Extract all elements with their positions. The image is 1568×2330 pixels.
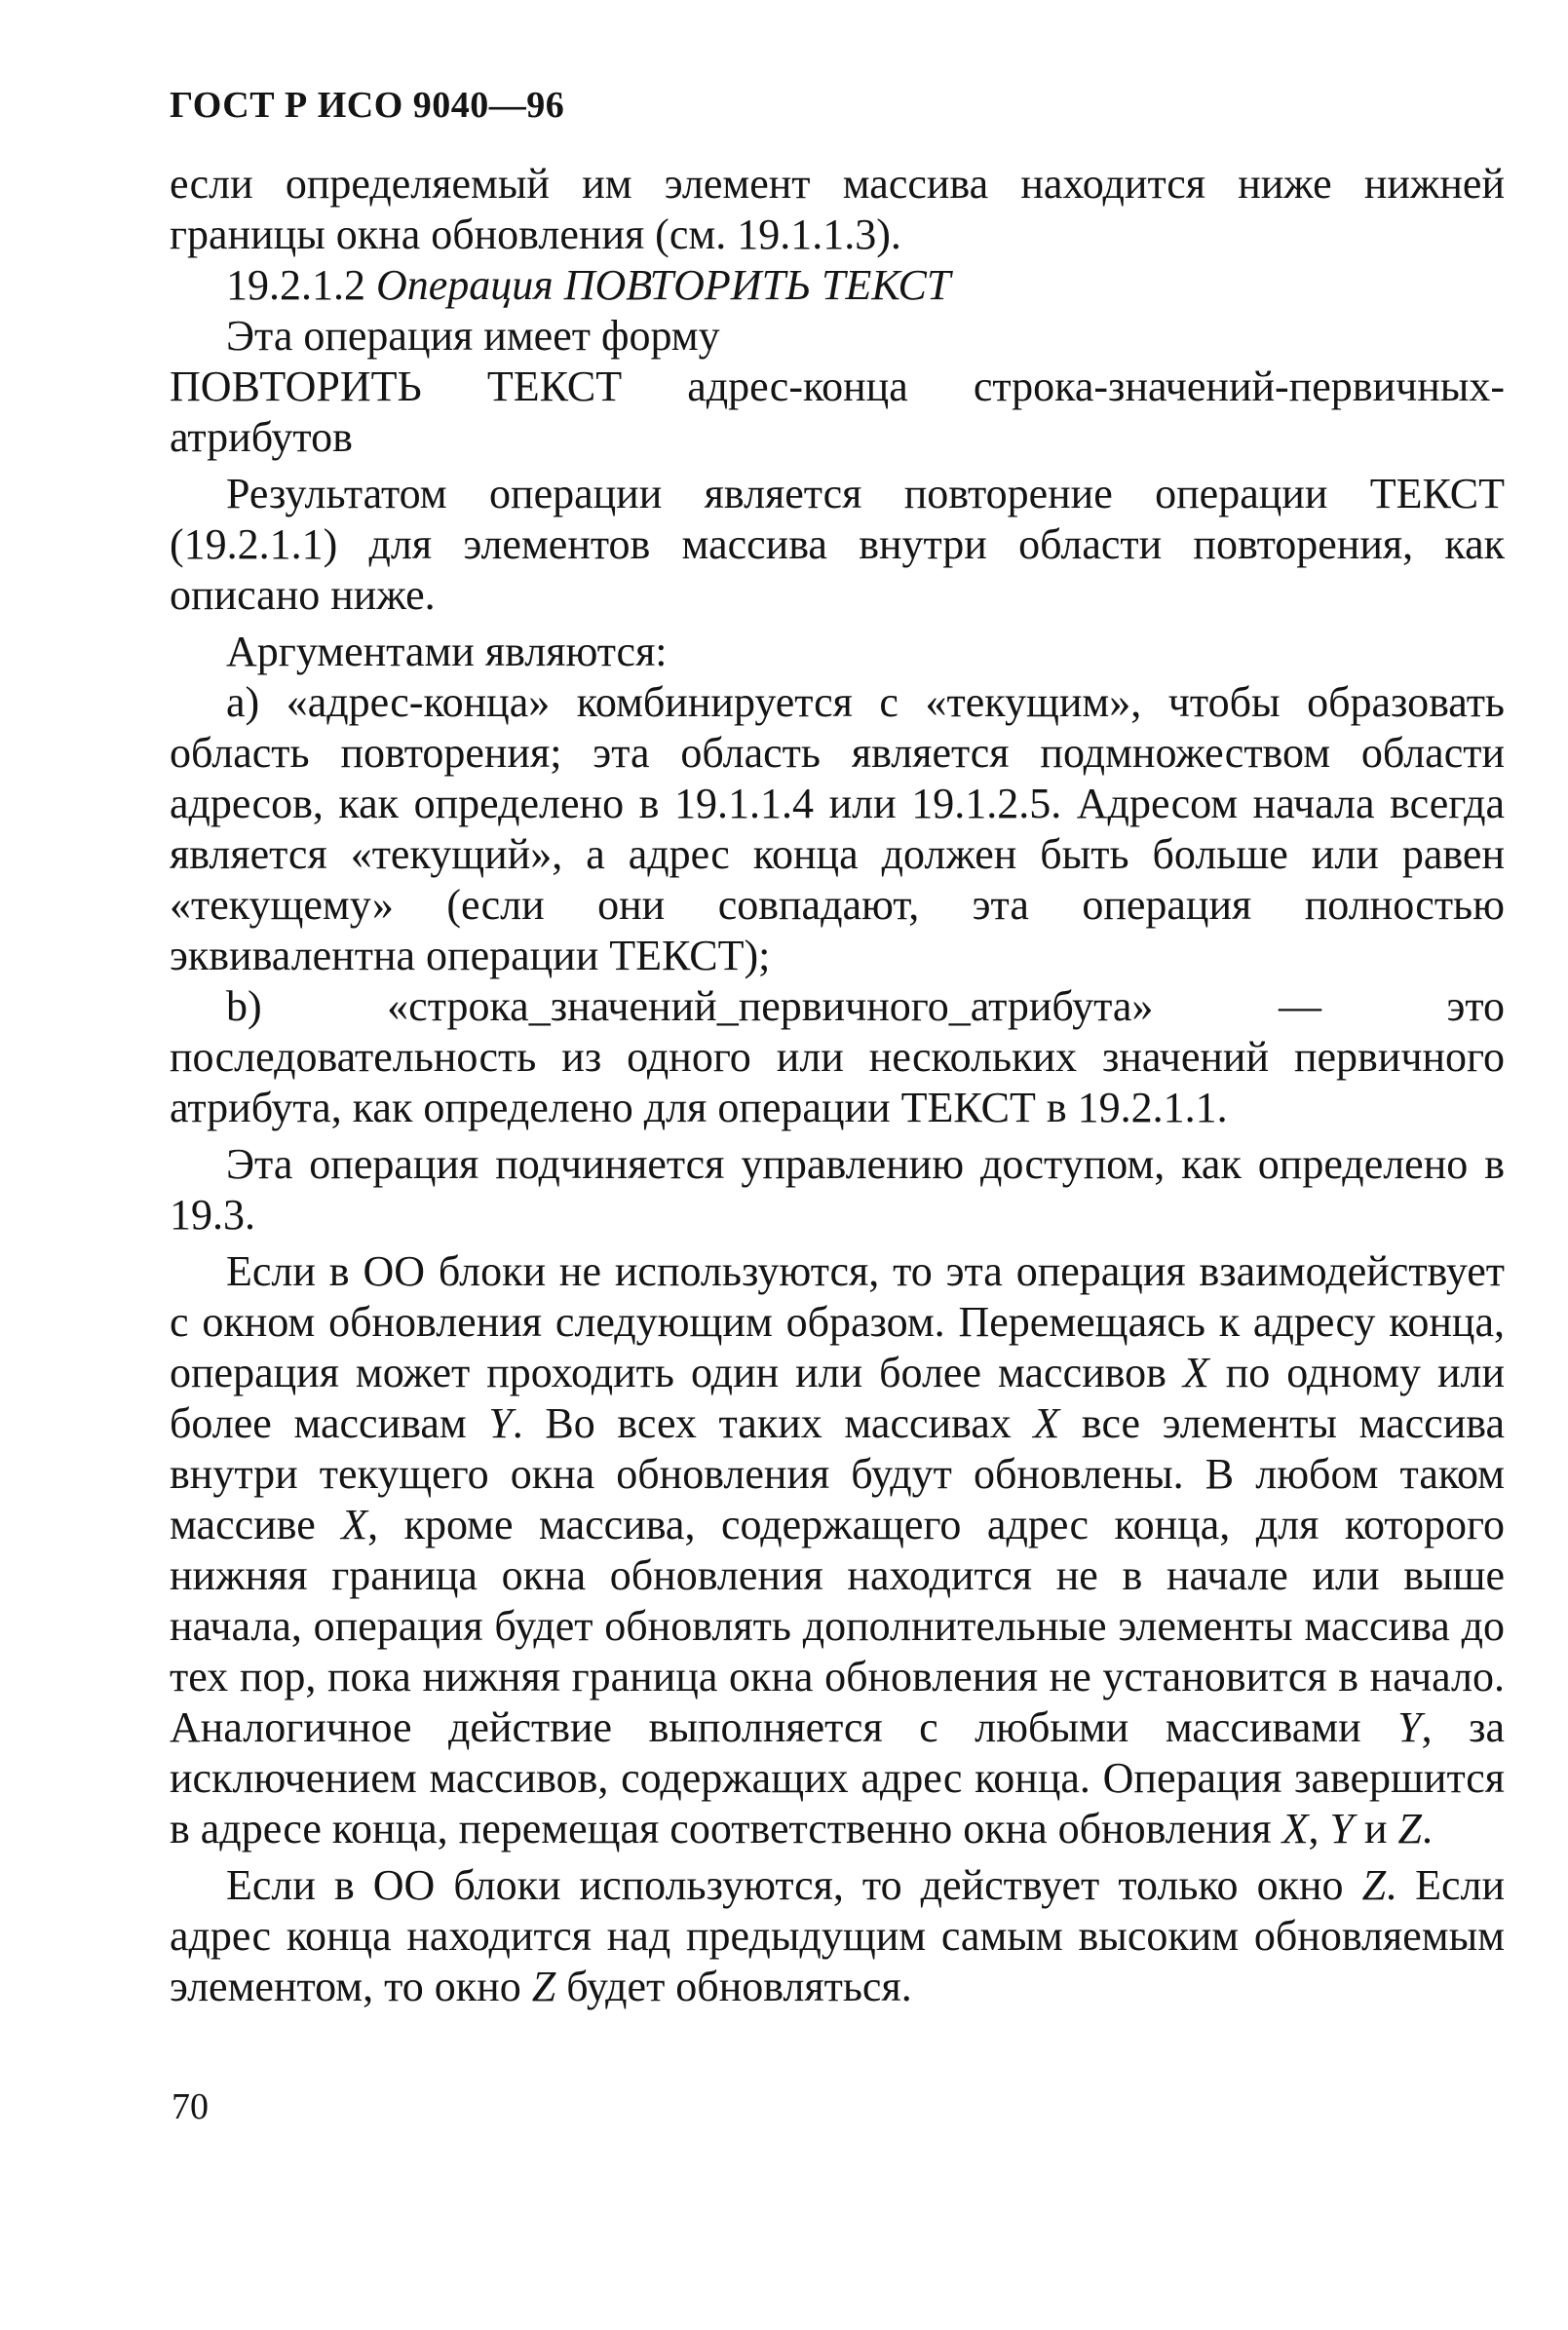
paragraph-access-control: Эта операция подчиняется управлению доступом, как определено в 19.3. <box>170 1140 1505 1239</box>
section-heading <box>170 260 1505 311</box>
paragraph-continuation: если определяемый им элемент массива находится ниже нижней границы окна обновления (см. 19.1.1.3). <box>170 160 1505 258</box>
section-title: Операция ПОВТОРИТЬ ТЕКСТ <box>376 261 951 309</box>
list-item-b: b) «строка_значений_первичного_атрибута» — это последовательность из одного или нескольких значений первичного атрибута, как определено для операции ТЕКСТ в 19.2.1.1. <box>170 982 1505 1131</box>
paragraph-no-blocks: Если в ОО блоки не используются, то эта операция взаимодействует с окном обновления следующим образом. Перемещаясь к адресу конца, операция может проходить один или более массивов X по одному или более массивам Y. Во всех таких массивах X все элементы массива внутри текущего окна обновления будут обновлены. В любом таком массиве X, кроме массива, содержащего адрес конца, для которого нижняя граница окна обновления находится не в начале или выше начала, операция будет обновлять дополнительные элементы массива до тех пор, пока нижняя граница окна обновления не установится в начало. Аналогичное действие выполняется с любыми массивами Y, за исключением массивов, содержащих адрес конца. Операция завершится в адресе конца, перемещая соответственно окна обновления X, Y и Z. <box>170 1247 1505 1853</box>
paragraph-result: Результатом операции является повторение операции ТЕКСТ (19.2.1.1) для элементов массива внутри области повторения, как описано ниже. <box>170 470 1505 619</box>
document-body <box>170 159 1505 2012</box>
list-item-a: а) «адрес-конца» комбинируется с «текущим», чтобы образовать область повторения; эта область является подмножеством области адресов, как определено в 19.1.1.4 или 19.1.2.5. Адресом начала всегда является «текущий», а адрес конца должен быть больше или равен «текущему» (если они совпадают, эта операция полностью эквивалентна операции ТЕКСТ); <box>170 678 1505 979</box>
page-number: 70 <box>172 2086 209 2127</box>
document-header: ГОСТ Р ИСО 9040—96 <box>170 85 565 126</box>
section-number: 19.2.1.2 <box>226 261 365 309</box>
paragraph-form-intro: Эта операция имеет форму <box>226 312 720 360</box>
paragraph-arguments: Аргументами являются: <box>226 628 668 675</box>
paragraph-with-blocks: Если в ОО блоки используются, то действует только окно Z. Если адрес конца находится над предыдущим самым высоким обновляемым элементом, то окно Z будет обновляться. <box>170 1861 1505 2010</box>
operation-syntax: ПОВТОРИТЬ ТЕКСТ адрес-конца строка-значений-первичных-атрибутов <box>170 363 1505 461</box>
